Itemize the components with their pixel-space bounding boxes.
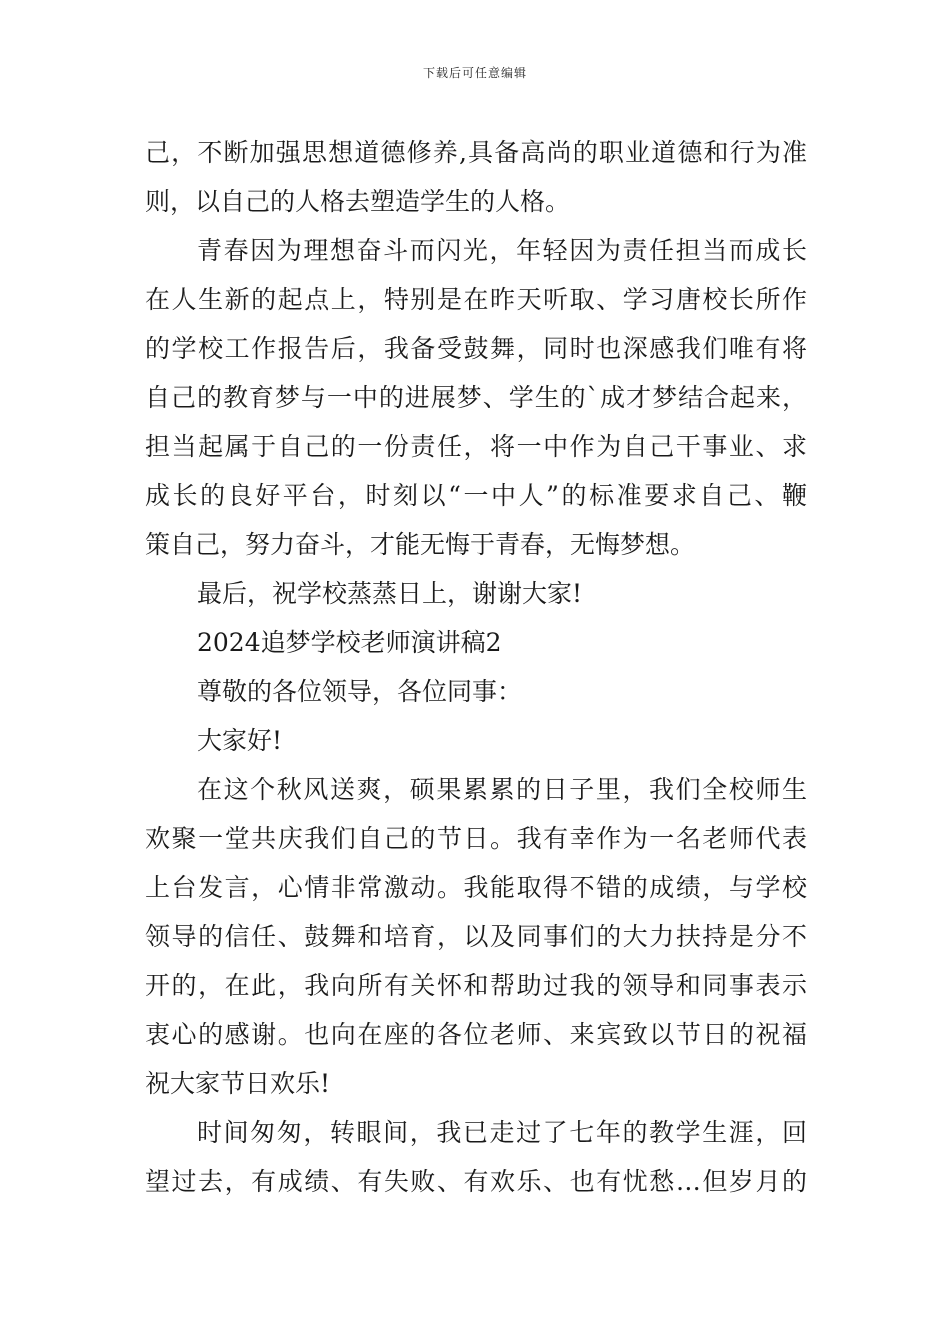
document-body [145, 128, 807, 1206]
text-line: 成长的良好平台，时刻以“一中人”的标准要求自己、鞭 [145, 481, 807, 510]
text-line: 在人生新的起点上，特别是在昨天听取、学习唐校长所作 [145, 285, 807, 314]
text-line: 担当起属于自己的一份责任，将一中作为自己干事业、求 [145, 432, 807, 461]
text-line: 2024追梦学校老师演讲稿2 [197, 628, 502, 657]
text-line: 尊敬的各位领导，各位同事： [197, 677, 523, 706]
text-line: 欢聚一堂共庆我们自己的节日。我有幸作为一名老师代表 [145, 824, 807, 853]
text-line: 时间匆匆，转眼间，我已走过了七年的教学生涯，回 [197, 1118, 807, 1147]
text-line: 衷心的感谢。也向在座的各位老师、来宾致以节日的祝福 [145, 1020, 807, 1049]
text-line: 己，不断加强思想道德修养,具备高尚的职业道德和行为准 [145, 138, 807, 167]
text-line: 祝大家节日欢乐! [145, 1069, 331, 1098]
text-line: 在这个秋风送爽，硕果累累的日子里，我们全校师生 [197, 775, 807, 804]
text-line: 上台发言，心情非常激动。我能取得不错的成绩，与学校 [145, 873, 807, 902]
text-line: 最后，祝学校蒸蒸日上，谢谢大家! [197, 579, 583, 608]
text-line: 领导的信任、鼓舞和培育，以及同事们的大力扶持是分不 [145, 922, 807, 951]
text-line: 则，以自己的人格去塑造学生的人格。 [145, 187, 571, 216]
page-header-note: 下载后可任意编辑 [422, 66, 527, 80]
text-line: 开的，在此，我向所有关怀和帮助过我的领导和同事表示 [145, 971, 807, 1000]
text-line: 大家好! [197, 726, 283, 755]
text-line: 的学校工作报告后，我备受鼓舞，同时也深感我们唯有将 [145, 334, 807, 363]
text-line: 青春因为理想奋斗而闪光，年轻因为责任担当而成长 [197, 236, 807, 265]
text-line: 自己的教育梦与一中的进展梦、学生的`成才梦结合起来， [145, 383, 807, 412]
text-line: 望过去，有成绩、有失败、有欢乐、也有忧愁…但岁月的 [145, 1167, 807, 1196]
text-line: 策自己，努力奋斗，才能无悔于青春，无悔梦想。 [145, 530, 696, 559]
